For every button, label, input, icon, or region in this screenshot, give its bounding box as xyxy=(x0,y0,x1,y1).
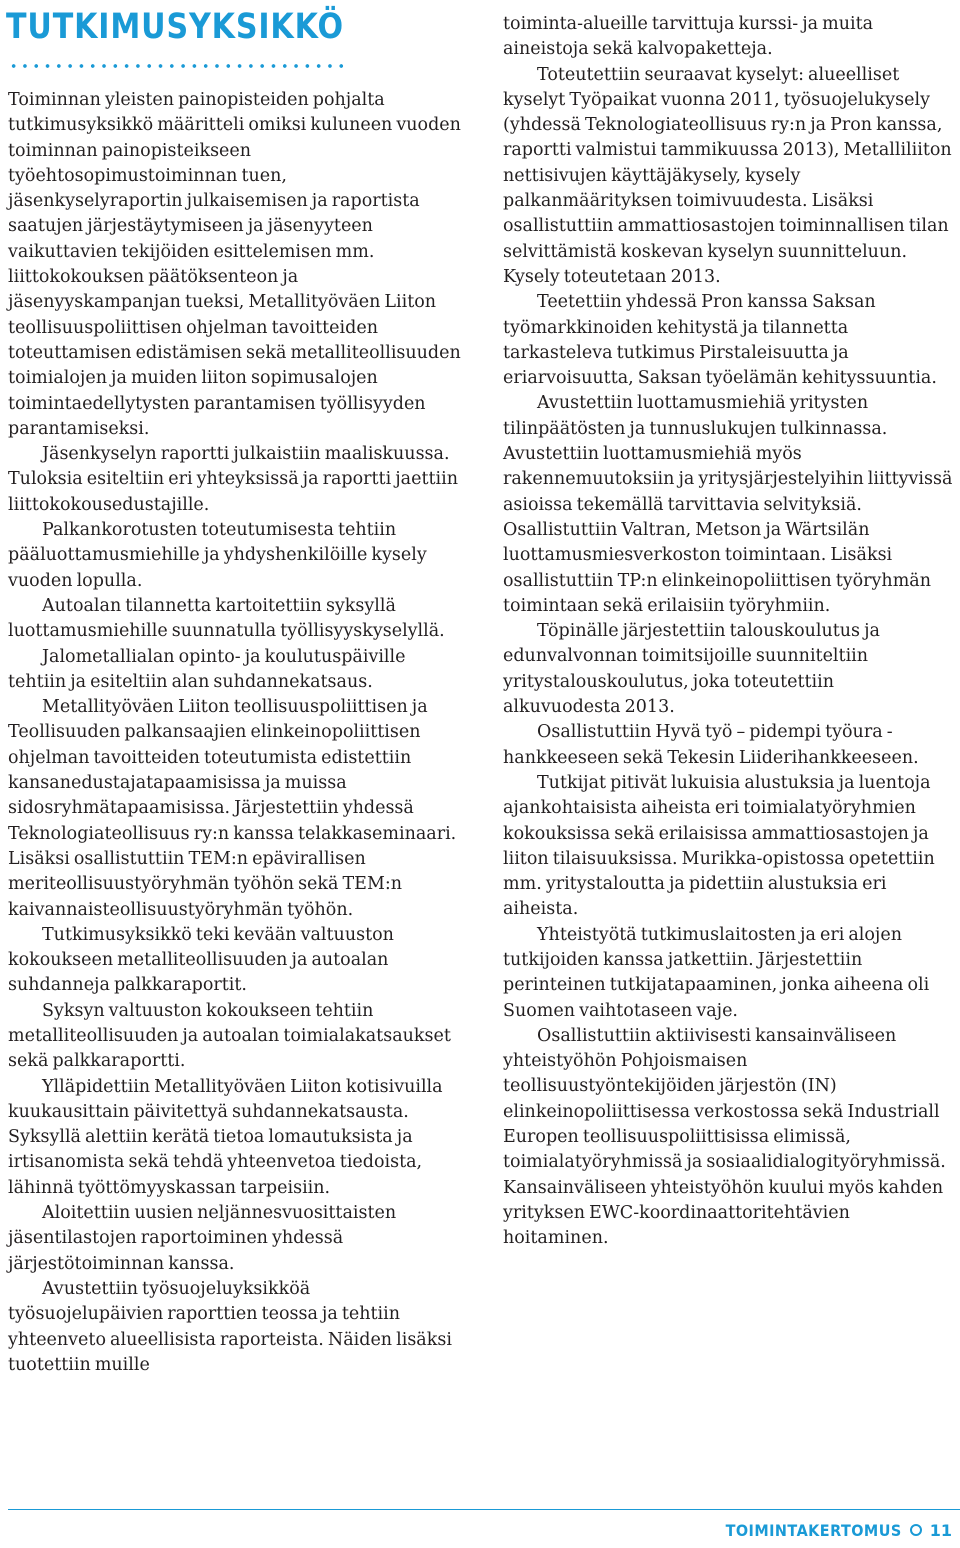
paragraph: Ylläpidettiin Metallityöväen Liiton kotisivuilla kuukausittain päivitettyä suhdannekatsausta. Syksyllä alettiin kerätä tietoa lomautuksista ja irtisanomista sekä tehdä yhteenvetoa tiedoista, lähinnä työttömyyskassan tarpeisiin. xyxy=(8,1076,443,1198)
paragraph: Tutkijat pitivät lukuisia alustuksia ja luentoja ajankohtaisista aiheista eri toimialatyöryhmien kokouksissa sekä erilaisissa ammattiosastojen ja liiton tilaisuuksissa. Murikka-opistossa opetettiin mm. yritystaloutta ja pidettiin alustuksia eri aiheista. xyxy=(503,772,935,920)
paragraph: Osallistuttiin aktiivisesti kansainväliseen yhteistyöhön Pohjoismaisen teollisuustyöntekijöiden järjestön (IN) elinkeinopoliittisessa verkostossa sekä Industriall Europen teollisuuspoliittisissa elimissä, toimialatyöryhmissä ja sosiaalidialogityöryhmissä. Kansainväliseen yhteistyöhön kuului myös kahden yrityksen EWC-koordinaattoritehtävien hoitaminen. xyxy=(503,1025,946,1249)
paragraph: Avustettiin työsuojeluyksikköä työsuojelupäivien raporttien teossa ja tehtiin yhteenveto alueellisista raporteista. Näiden lisäksi tuotettiin muille xyxy=(8,1278,452,1375)
paragraph: Syksyn valtuuston kokoukseen tehtiin metalliteollisuuden ja autoalan toimialakatsaukset sekä palkkaraportti. xyxy=(8,1000,451,1072)
paragraph: Palkankorotusten toteutumisesta tehtiin pääluottamusmiehille ja yhdyshenkilöille kysely vuoden lopulla. xyxy=(8,520,427,591)
paragraph: Teetettiin yhdessä Pron kanssa Saksan työmarkkinoiden kehitystä ja tilannetta tarkasteleva tutkimus Pirstaleisuutta ja eriarvoisuutta, Saksan työelämän kehityssuuntia. xyxy=(503,292,937,389)
page-footer xyxy=(706,1518,952,1542)
left-column xyxy=(8,88,464,1378)
paragraph: Tutkimusyksikkö teki kevään valtuuston kokoukseen metalliteollisuuden ja autoalan suhdanneja palkkaraportit. xyxy=(8,924,394,996)
paragraph: Autoalan tilannetta kartoitettiin syksyllä luottamusmiehille suunnatulla työllisyyskyselyllä. xyxy=(8,595,445,642)
paragraph: Metallityöväen Liiton teollisuuspoliittisen ja Teollisuuden palkansaajien elinkeinopoliittisen ohjelman tavoitteiden toteutumista edistettiin kansanedustajatapaamisissa ja muissa sidosryhmätapaamisissa. Järjestettiin yhdessä Teknologiateollisuus ry:n kanssa telakkaseminaari. Lisäksi osallistuttiin TEM:n epävirallisen meriteollisuustyöryhmän työhön sekä TEM:n kaivannaisteollisuustyöryhmän työhön. xyxy=(8,697,457,920)
paragraph: Toteutettiin seuraavat kyselyt: alueelliset kyselyt Työpaikat vuonna 2011, työsuojelukysely (yhdessä Teknologiateollisuus ry:n ja Pron kanssa, raportti valmistui tammikuussa 2013), Metalliliiton nettisivujen käyttäjäkysely, kysely palkanmäärityksen toimivuudesta. Lisäksi osallistuttiin ammattiosastojen toiminnallisen tilan selvittämistä koskevan kyselyn suunnitteluun. Kysely toteutetaan 2013. xyxy=(503,64,952,287)
footer-rule xyxy=(8,1509,960,1510)
paragraph: Toiminnan yleisten painopisteiden pohjalta tutkimusyksikkö määritteli omiksi kuluneen vuoden toiminnan painopisteikseen työehtosopimustoiminnan tuen, jäsenkyselyraportin julkaisemisen ja raportista saatujen järjestäytymiseen ja jäsenyyteen vaikuttavien tekijöiden esittelemisen mm. liittokokouksen päätöksenteon ja jäsenyyskampanjan tueksi, Metallityöväen Liiton teollisuuspoliittisen ohjelman tavoitteiden toteuttamisen edistämisen sekä metalliteollisuuden toimialojen ja muiden liiton sopimusalojen toimintaedellytysten parantamisen työllisyyden parantamiseksi. xyxy=(8,90,461,439)
paragraph: Aloitettiin uusien neljännesvuosittaisten jäsentilastojen raportoiminen yhdessä järjestötoiminnan kanssa. xyxy=(8,1203,397,1274)
paragraph: Jäsenkyselyn raportti julkaistiin maaliskuussa. Tuloksia esiteltiin eri yhteyksissä ja raportti jaettiin liittokokousedustajille. xyxy=(8,444,458,515)
circle-icon xyxy=(910,1524,922,1536)
paragraph: Yhteistyötä tutkimuslaitosten ja eri alojen tutkijoiden kanssa jatkettiin. Järjestettiin perinteinen tutkijatapaaminen, jonka aiheena oli Suomen vaihtotaseen vaje. xyxy=(503,924,930,1021)
paragraph: Jalometallialan opinto- ja koulutuspäiville tehtiin ja esiteltiin alan suhdannekatsaus. xyxy=(8,646,406,692)
paragraph: toiminta-alueille tarvittuja kurssi- ja muita aineistoja sekä kalvopaketteja. xyxy=(503,14,874,60)
page-number: 11 xyxy=(929,1520,952,1540)
footer-label: TOIMINTAKERTOMUS xyxy=(725,1520,902,1540)
right-column xyxy=(503,12,955,1252)
dotted-divider xyxy=(8,63,348,69)
page-title: TUTKIMUSYKSIKKÖ xyxy=(6,7,344,47)
paragraph: Avustettiin luottamusmiehiä yritysten tilinpäätösten ja tunnuslukujen tulkinnassa. Avustettiin luottamusmiehiä myös rakennemuutoksiin ja yritysjärjestelyihin liittyvissä asioissa tekemällä tarvittavia selvityksiä. Osallistuttiin Valtran, Metson ja Wärtsilän luottamusmiesverkoston toimintaan. Lisäksi osallistuttiin TP:n elinkeinopoliittisen työryhmän toimintaan sekä erilaisiin työryhmiin. xyxy=(503,393,953,616)
paragraph: Osallistuttiin Hyvä työ – pidempi työura -hankkeeseen sekä Tekesin Liiderihankkeeseen. xyxy=(503,722,919,768)
paragraph: Töpinälle järjestettiin talouskoulutus ja edunvalvonnan toimitsijoille suunniteltiin yritystalouskoulutus, joka toteutettiin alkuvuodesta 2013. xyxy=(503,621,880,718)
